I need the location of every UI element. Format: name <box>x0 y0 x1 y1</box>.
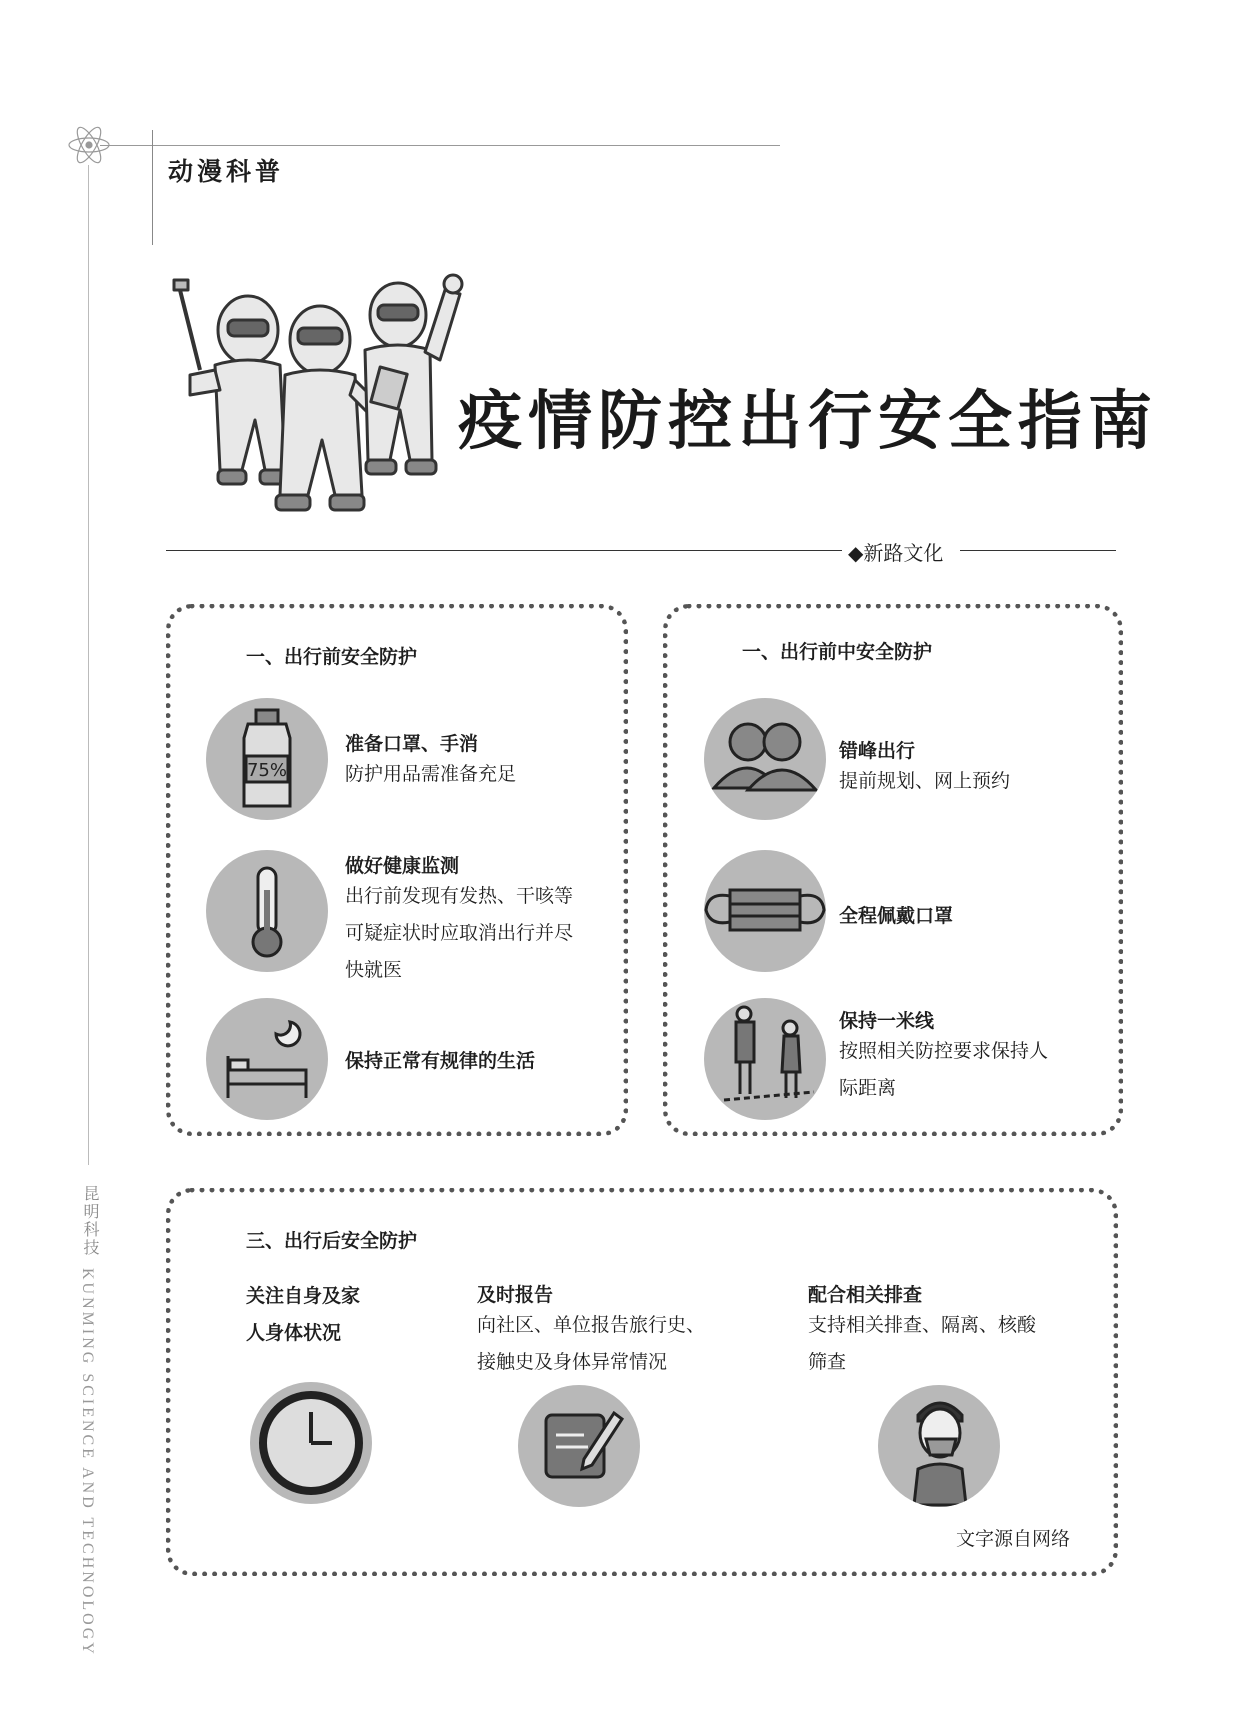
clock-icon <box>250 1382 372 1504</box>
during-travel-heading: 一、出行前中安全防护 <box>742 641 933 663</box>
report-pencil-icon <box>518 1385 640 1507</box>
distance-people-icon <box>704 998 826 1120</box>
sanitizer-label: 75% <box>246 760 288 781</box>
during-item-2-title: 全程佩戴口罩 <box>839 905 954 927</box>
before-item-2-title: 做好健康监测 <box>345 855 460 877</box>
after-item-3-desc: 支持相关排查、隔离、核酸 筛查 <box>808 1314 1037 1373</box>
source-credit: 文字源自网络 <box>956 1528 1071 1550</box>
bed-moon-icon <box>206 998 328 1120</box>
during-item-3-title: 保持一米线 <box>839 1010 935 1032</box>
after-item-2-title: 及时报告 <box>477 1284 554 1306</box>
header-vertical-rule <box>152 130 153 245</box>
after-item-3-title: 配合相关排查 <box>808 1284 923 1306</box>
byline: ◆新路文化 <box>842 537 949 566</box>
before-item-1-title: 准备口罩、手消 <box>345 733 479 755</box>
before-item-1-desc: 防护用品需准备充足 <box>345 763 517 785</box>
after-item-1-title: 关注自身及家 人身体状况 <box>246 1285 361 1344</box>
during-item-3-desc: 按照相关防控要求保持人 际距离 <box>839 1040 1049 1099</box>
title-rule-left <box>166 550 846 551</box>
page-title: 疫情防控出行安全指南 <box>458 385 1158 459</box>
page-side-rule <box>88 165 89 1165</box>
side-label-en: KUNMING SCIENCE AND TECHNOLOGY <box>79 1268 96 1657</box>
side-label-cn: 昆明科技 <box>81 1185 100 1257</box>
title-rule-right <box>960 550 1116 551</box>
sanitizer-bottle-icon <box>206 698 328 820</box>
after-travel-heading: 三、出行后安全防护 <box>246 1230 418 1252</box>
thermometer-icon <box>206 850 328 972</box>
before-item-2-desc: 出行前发现有发热、干咳等 可疑症状时应取消出行并尽 快就医 <box>345 885 574 981</box>
header-rule <box>100 145 780 146</box>
before-travel-heading: 一、出行前安全防护 <box>246 646 418 668</box>
medical-workers-illustration <box>170 270 470 530</box>
during-item-1-title: 错峰出行 <box>839 740 916 762</box>
after-item-2-desc: 向社区、单位报告旅行史、 接触史及身体异常情况 <box>477 1314 706 1373</box>
before-item-3-title: 保持正常有规律的生活 <box>345 1050 536 1072</box>
crowd-icon <box>704 698 826 820</box>
masked-person-icon <box>878 1385 1000 1507</box>
during-item-1-desc: 提前规划、网上预约 <box>839 770 1011 792</box>
face-mask-icon <box>704 850 826 972</box>
section-label: 动漫科普 <box>168 157 285 186</box>
